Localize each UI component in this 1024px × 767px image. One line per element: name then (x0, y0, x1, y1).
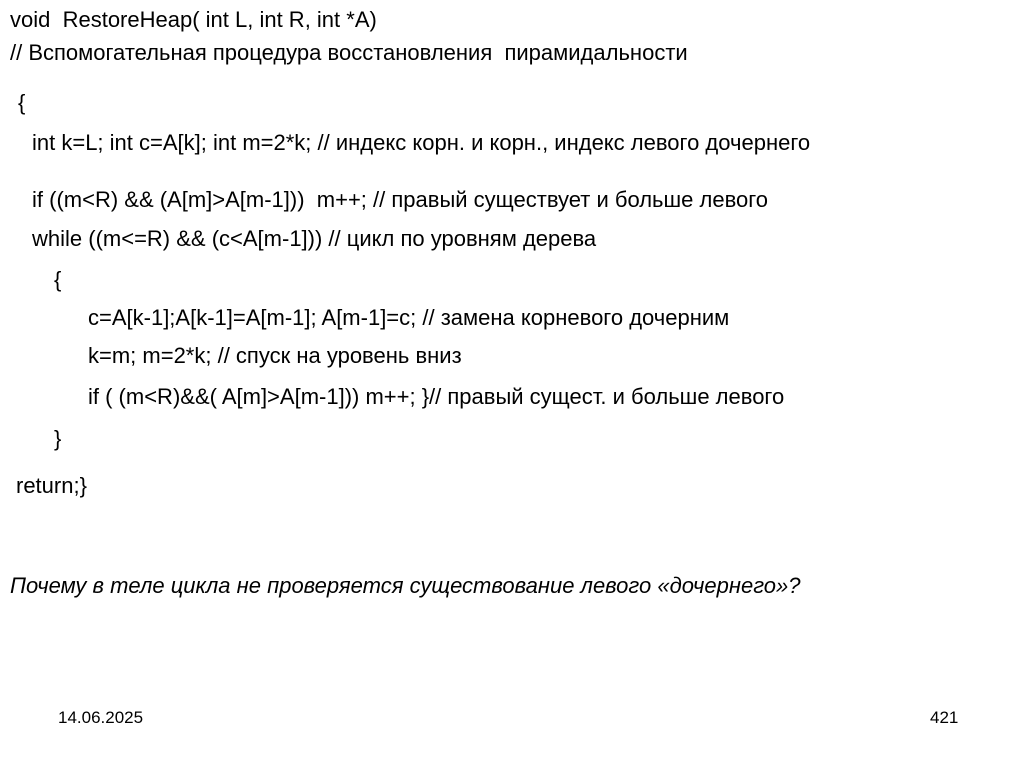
function-signature: void RestoreHeap( int L, int R, int *A) (10, 7, 377, 32)
code-loop-close-brace: } (54, 426, 62, 451)
code-line-descend: k=m; m=2*k; // спуск на уровень вниз (88, 343, 462, 368)
code-line-while-loop: while ((m<=R) && (c<A[m-1])) // цикл по уровням дерева (32, 226, 597, 251)
footer-date: 14.06.2025 (58, 708, 144, 727)
code-line-declarations: int k=L; int c=A[k]; int m=2*k; // индекс корн. и корн., индекс левого дочернего (32, 130, 811, 155)
code-loop-open-brace: { (54, 267, 62, 292)
function-comment: // Вспомогательная процедура восстановления пирамидальности (10, 40, 688, 65)
code-line-if-inner: if ( (m<R)&&( A[m]>A[m-1])) m++; }// правый сущест. и больше левого (88, 384, 785, 409)
footer-page-number: 421 (930, 708, 959, 727)
code-line-if-right-child: if ((m<R) && (A[m]>A[m-1])) m++; // правый существует и больше левого (32, 187, 769, 212)
code-open-brace: { (18, 90, 26, 115)
code-line-swap: c=A[k-1];A[k-1]=A[m-1]; A[m-1]=c; // замена корневого дочерним (88, 305, 730, 330)
code-return: return;} (16, 473, 87, 498)
question-text: Почему в теле цикла не проверяется существование левого «дочернего»? (10, 573, 801, 598)
